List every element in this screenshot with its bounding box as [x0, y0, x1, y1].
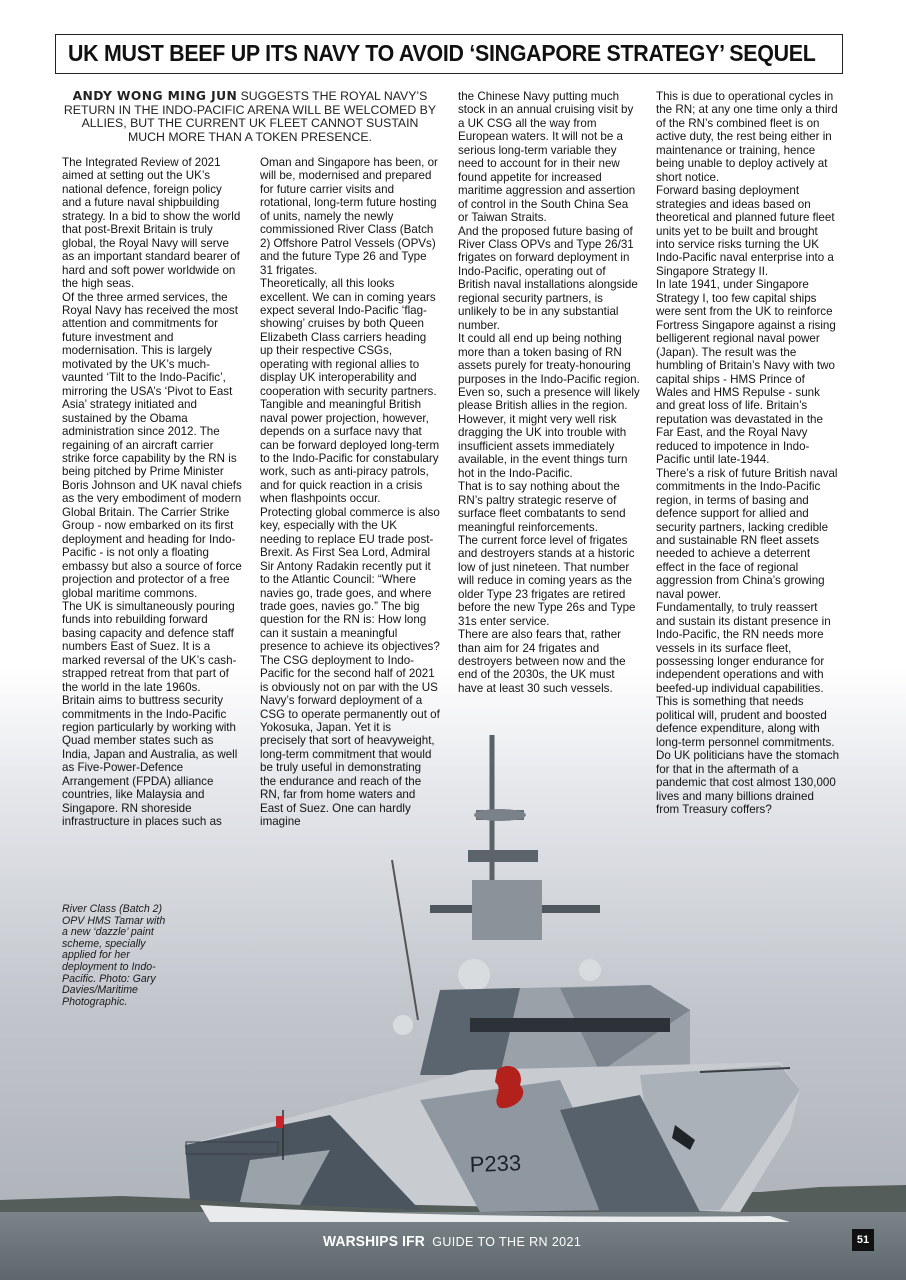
standfirst-text: SUGGESTS THE ROYAL NAVY’S RETURN IN THE INDO-PACIFIC ARENA WILL BE WELCOMED BY ALLIES, BUT THE CURRENT UK FLEET CANNOT SUSTAIN MUCH MORE THAN A TOKEN PRESENCE.	[63, 89, 437, 144]
paragraph: the Chinese Navy putting much stock in an annual cruising visit by a UK CSG all the way from European waters. It will not be a serious long-term variable they need to account for in their new found appetite for increased maritime aggression and assertion of control in the South China Sea or Taiwan Straits.	[458, 90, 636, 225]
paragraph: Protecting global commerce is also key, especially with the UK needing to replace EU trade post-Brexit. As First Sea Lord, Admiral Sir Antony Radakin recently put it to the Atlantic Council: “Where navies go, trade goes, and where trade goes, navies go.” The big question for the RN is: How long can it sustain a meaningful presence to achieve its objectives? The CSG deployment to Indo-Pacific for the second half of 2021 is obviously not on par with the US Navy’s forward deployment of a CSG to operate permanently out of Yokosuka, Japan. Yet it is precisely that sort of heavyweight, long-term commitment that would be truly useful in demonstrating the endurance and reach of the RN, far from home waters and East of Suez. One can hardly imagine	[260, 505, 440, 829]
column-2	[260, 156, 440, 829]
column-4	[656, 90, 839, 816]
paragraph: Fundamentally, to truly reassert and sustain its distant presence in Indo-Pacific, the RN needs more vessels in its surface fleet, possessing longer endurance for independent operations and with beefed-up individual capabilities. This is something that needs political will, prudent and boosted defence expenditure, along with long-term personnel commitments. Do UK politicians have the stomach for that in the aftermath of a pandemic that cost almost 130,000 lives and many billions drained from Treasury coffers?	[656, 601, 840, 817]
paragraph: There are also fears that, rather than aim for 24 frigates and destroyers between now and the end of the 2030s, the UK must have at least 30 such vessels.	[458, 628, 626, 695]
paragraph: Britain aims to buttress security commitments in the Indo-Pacific region particularly by working with Quad member states such as India, Japan and Australia, as well as Five-Power-Defence Arrangement (FPDA) alliance countries, like Malaysia and Singapore. RN shoreside infrastructure in places such as	[62, 694, 238, 829]
paragraph: Tangible and meaningful British naval power projection, however, depends on a surface navy that can be forward deployed long-term to the Indo-Pacific for constabulary work, such as anti-piracy patrols, and for quick reaction in a crisis when flashpoints occur.	[260, 398, 440, 506]
paragraph: Oman and Singapore has been, or will be, modernised and prepared for future carrier visits and rotational, long-term future hosting of units, namely the newly commissioned River Class (Batch 2) Offshore Patrol Vessels (OPVs) and the future Type 26 and Type 31 frigates.	[260, 156, 438, 277]
paragraph: This is due to operational cycles in the RN; at any one time only a third of the RN’s combined fleet is on active duty, the rest being either in maintenance or training, hence being unable to deploy actively at short notice.	[656, 90, 838, 184]
footer	[323, 1233, 581, 1251]
author-name: ANDY WONG MING JUN	[72, 89, 238, 103]
paragraph: The current force level of frigates and destroyers stands at a historic low of just nineteen. That number will reduce in coming years as the older Type 23 frigates are retired before the new Type 26s and Type 31s enter service.	[458, 533, 636, 628]
magazine-issue: GUIDE TO THE RN 2021	[432, 1235, 582, 1249]
standfirst	[62, 90, 438, 144]
paragraph: The UK is simultaneously pouring funds into rebuilding forward basing capacity and defence staff numbers East of Suez. It is a marked reversal of the UK’s cash-strapped retreat from that part of the world in the late 1960s.	[62, 599, 237, 694]
page-number: 51	[852, 1229, 874, 1251]
paragraph: Forward basing deployment strategies and ideas based on theoretical and planned future fleet units yet to be built and brought into service risks turning the UK Indo-Pacific naval enterprise into a Singapore Strategy II.	[656, 184, 835, 278]
paragraph: In late 1941, under Singapore Strategy I, too few capital ships were sent from the UK to reinforce Fortress Singapore against a rising belligerent regional naval power (Japan). The result was the humbling of Britain’s Navy with two capital ships - HMS Prince of Wales and HMS Repulse - sunk and great loss of life. Britain’s reputation was devastated in the Far East, and the Royal Navy reduced to impotence in Indo-Pacific until late-1944.	[656, 278, 836, 467]
paragraph: There’s a risk of future British naval commitments in the Indo-Pacific region, in terms of basing and defence support for allied and security partners, lacking credible and sustainable RN fleet assets needed to achieve a deterrent effect in the face of regional aggression from China’s growing naval power.	[656, 466, 838, 601]
paragraph: Of the three armed services, the Royal Navy has received the most attention and commitments for future investment and modernisation. This is largely motivated by the UK’s much-vaunted ‘Tilt to the Indo-Pacific’, mirroring the USA’s ‘Pivot to East Asia’ strategy initiated and sustained by the Obama administration since 2012. The regaining of an aircraft carrier strike force capability by the RN is being pitched by Prime Minister Boris Johnson and UK naval chiefs as the very embodiment of modern Global Britain. The Carrier Strike Group - now embarked on its first deployment and heading for Indo-Pacific - is not only a floating embassy but also a source of force projection and protector of a free global maritime commons.	[62, 290, 242, 600]
photo-caption: River Class (Batch 2) OPV HMS Tamar with a new ‘dazzle’ paint scheme, specially applied for her deployment to Indo-Pacific. Photo: Gary Davies/Maritime Photographic.	[62, 903, 166, 1008]
headline: UK MUST BEEF UP ITS NAVY TO AVOID ‘SINGAPORE STRATEGY’ SEQUEL	[68, 40, 816, 66]
paragraph: That is to say nothing about the RN’s paltry strategic reserve of surface fleet combatants to send meaningful reinforcements.	[458, 480, 626, 534]
paragraph: And the proposed future basing of River Class OPVs and Type 26/31 frigates on forward deployment in Indo-Pacific, operating out of British naval installations alongside regional security partners, is unlikely to be in any substantial number.	[458, 224, 638, 332]
column-1	[62, 156, 242, 829]
magazine-brand: WARSHIPS IFR	[323, 1233, 425, 1250]
paragraph: Theoretically, all this looks excellent. We can in coming years expect several Indo-Pacific ‘flag-showing’ cruises by both Queen Elizabeth Class carriers heading up their respective CSGs, operating with regional allies to display UK interoperability and cooperation with security partners.	[260, 277, 437, 398]
headline-box	[55, 34, 843, 74]
column-3	[458, 90, 640, 695]
paragraph: It could all end up being nothing more than a token basing of RN assets purely for treaty-honouring purposes in the Indo-Pacific region. Even so, such a presence will likely please British allies in the region. However, it might very well risk dragging the UK into trouble with insufficient assets immediately available, in the event things turn hot in the Indo-Pacific.	[458, 332, 640, 480]
paragraph: The Integrated Review of 2021 aimed at setting out the UK’s national defence, foreign policy and a future naval shipbuilding strategy. In a bid to show the world that post-Brexit Britain is truly global, the Royal Navy will serve as an important standard bearer of hard and soft power worldwide on the high seas.	[62, 156, 241, 291]
hull-number: P233	[469, 1150, 522, 1177]
